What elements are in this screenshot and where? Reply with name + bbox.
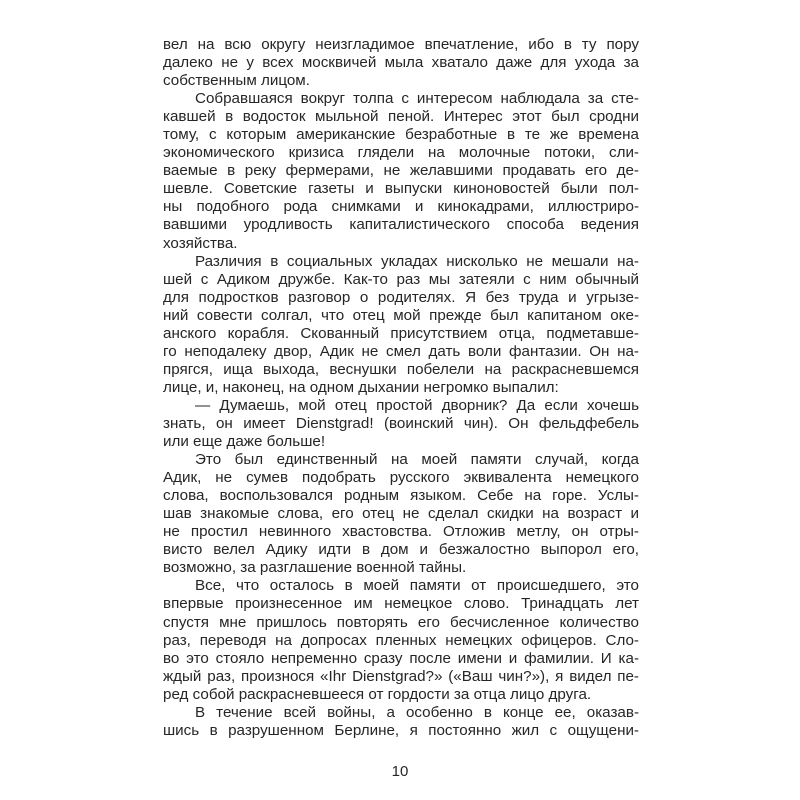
- text-line: ред собой раскрасневшееся от гордости за отца лицо друга.: [163, 685, 592, 703]
- text-line: Это был единственный на моей памяти случай, когда: [195, 451, 639, 469]
- text-line: ваемые в реку фермерами, не желавшими продавать его де-: [163, 162, 639, 180]
- text-line: В течение всей войны, а особенно в конце ее, оказав-: [195, 703, 639, 721]
- text-line: шей с Адиком дружбе. Как-то раз мы затеяли с ним обычный: [163, 270, 639, 288]
- text-line: тому, с которым американские безработные в те же времена: [163, 126, 639, 144]
- paragraph: [163, 577, 639, 703]
- paragraph: [163, 397, 639, 451]
- text-line: слова, воспользовался родным языком. Себе на горе. Услы-: [163, 487, 639, 505]
- text-line: раз, переводя на допросах пленных немецких офицеров. Сло-: [163, 631, 639, 649]
- text-line: экономического кризиса глядели на молочные потоки, сли-: [163, 144, 639, 162]
- text-line: ждый раз, произнося «Ihr Dienstgrad?» («Ваш чин?»), я видел пе-: [163, 667, 639, 685]
- text-line: шевле. Советские газеты и выпуски киноновостей были пол-: [163, 180, 639, 198]
- text-line: не простил невинного хвастовства. Отложив метлу, он отры-: [163, 523, 639, 541]
- text-line: или еще даже больше!: [163, 433, 326, 451]
- text-line: собственным лицом.: [163, 72, 310, 90]
- paragraph: [163, 36, 639, 90]
- text-line: шись в разрушенном Берлине, я постоянно жил с ощущени-: [163, 721, 639, 739]
- text-line: Все, что осталось в моей памяти от происшедшего, это: [195, 577, 639, 595]
- text-line: прягся, ища выхода, веснушки побелели на раскрасневшемся: [163, 360, 639, 378]
- text-line: вел на всю округу неизгладимое впечатление, ибо в ту пору: [163, 36, 639, 53]
- text-line: далеко не у всех москвичей мыла хватало даже для ухода за: [163, 54, 639, 72]
- text-line: знать, он имеет Dienstgrad! (воинский чин). Он фельдфебель: [163, 414, 639, 432]
- page-number: 10: [391, 763, 409, 780]
- text-line: Собравшаяся вокруг толпа с интересом наблюдала за сте-: [195, 90, 639, 108]
- paragraph: [163, 253, 639, 397]
- text-line: хозяйства.: [163, 234, 238, 252]
- text-line: кавшей в водосток мыльной пеной. Интерес этот был сродни: [163, 108, 639, 126]
- text-line: для подростков разговор о родителях. Я без труда и угрызе-: [163, 288, 639, 306]
- text-line: шав знакомые слова, его отец не сделал скидки на возраст и: [163, 505, 639, 523]
- text-line: лице, и, наконец, на одном дыхании негромко выпалил:: [163, 378, 559, 396]
- text-line: ны подобного рода снимками и кинокадрами, иллюстриро-: [163, 198, 639, 216]
- paragraph: [163, 90, 639, 252]
- text-line: возможно, за разглашение военной тайны.: [163, 559, 467, 577]
- text-line: вавшими уродливость капиталистического способа ведения: [163, 216, 639, 234]
- body-text: [163, 36, 639, 740]
- text-line: спустя мне пришлось повторять его бесчисленное количество: [163, 613, 639, 631]
- text-line: Адик, не сумев подобрать русского эквивалента немецкого: [163, 469, 639, 487]
- text-line: ний совести солгал, что отец мой прежде был капитаном оке-: [163, 306, 639, 324]
- paragraph: [163, 451, 639, 577]
- text-line: анского корабля. Скованный присутствием отца, подметавше-: [163, 324, 639, 342]
- text-line: Различия в социальных укладах нисколько не мешали на-: [195, 252, 639, 270]
- text-line: — Думаешь, мой отец простой дворник? Да если хочешь: [195, 396, 639, 414]
- text-line: висто велел Адику идти в дом и безжалостно выпорол его,: [163, 541, 639, 559]
- text-line: впервые произнесенное им немецкое слово. Тринадцать лет: [163, 595, 639, 613]
- text-line: во это стояло непременно сразу после имени и фамилии. И ка-: [163, 649, 639, 667]
- text-line: го неподалеку двор, Адик не смел дать воли фантазии. Он на-: [163, 342, 639, 360]
- paragraph: [163, 704, 639, 740]
